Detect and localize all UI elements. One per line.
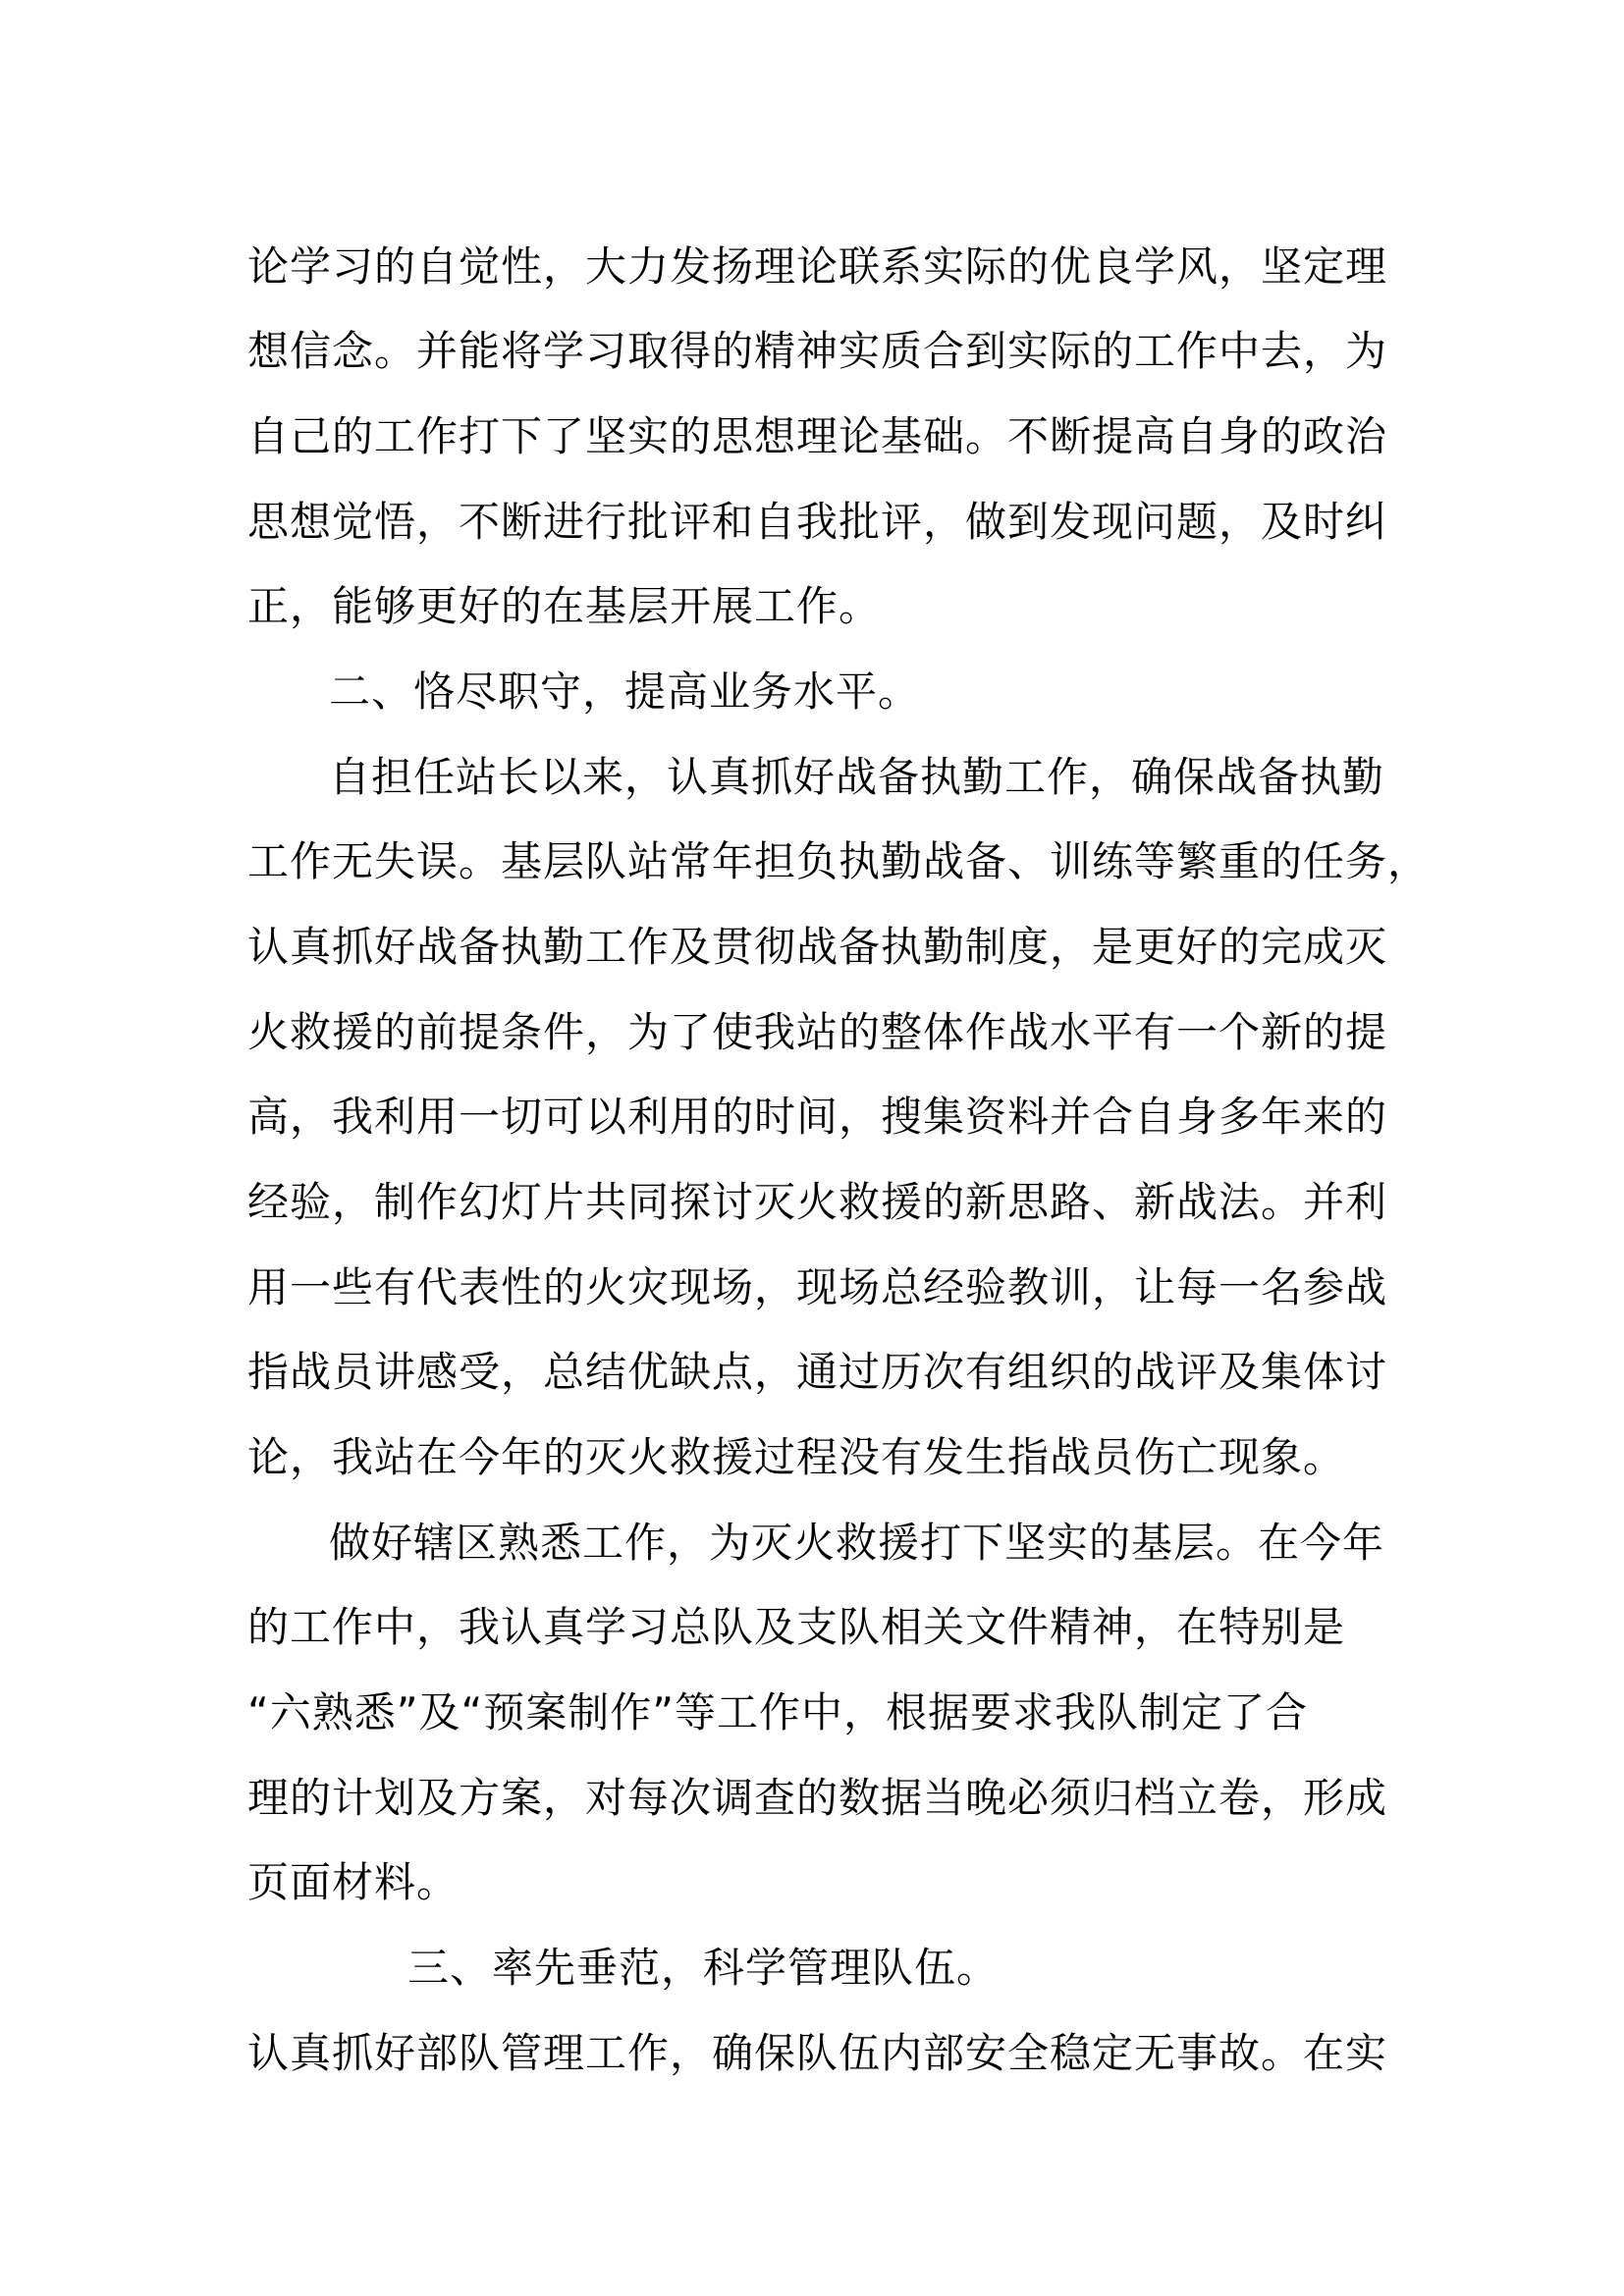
paragraph-line: 页面材料。: [247, 1858, 460, 1906]
paragraph-line: 理的计划及方案，对每次调查的数据当晚必须归档立卷，形成: [247, 1774, 1388, 1822]
paragraph-line: 指战员讲感受，总结优缺点，通过历次有组织的战评及集体讨: [247, 1348, 1388, 1396]
paragraph-line: 认真抓好战备执勤工作及贯彻战备执勤制度，是更好的完成灭: [247, 923, 1388, 971]
paragraph-line: 做好辖区熟悉工作，为灭火救援打下坚实的基层。在今年: [329, 1519, 1385, 1567]
paragraph-line: 想信念。并能将学习取得的精神实质合到实际的工作中去，为: [247, 327, 1388, 375]
paragraph-line: 经验，制作幻灯片共同探讨灭火救援的新思路、新战法。并利: [247, 1178, 1388, 1226]
paragraph-line: 高，我利用一切可以利用的时间，搜集资料并合自身多年来的: [247, 1093, 1388, 1141]
paragraph-line: 用一些有代表性的火灾现场，现场总经验教训，让每一名参战: [247, 1263, 1388, 1311]
section-heading-3: 三、率先垂范，科学管理队伍。: [407, 1944, 1000, 1992]
paragraph-line: 正，能够更好的在基层开展工作。: [247, 582, 882, 630]
paragraph-line: 的工作中，我认真学习总队及支队相关文件精神，在特别是: [247, 1603, 1346, 1651]
paragraph-line: 论，我站在今年的灭火救援过程没有发生指战员伤亡现象。: [247, 1433, 1346, 1481]
paragraph-line: “六熟悉”及“预案制作”等工作中，根据要求我队制定了合: [247, 1688, 1309, 1736]
paragraph-line: 论学习的自觉性，大力发扬理论联系实际的优良学风，坚定理: [247, 242, 1388, 291]
paragraph-line: 思想觉悟，不断进行批评和自我批评，做到发现问题，及时纠: [247, 498, 1388, 546]
paragraph-line: 认真抓好部队管理工作，确保队伍内部安全稳定无事故。在实: [247, 2029, 1388, 2077]
paragraph-line: 自己的工作打下了坚实的思想理论基础。不断提高自身的政治: [247, 412, 1388, 460]
section-heading-2: 二、恪尽职守，提高业务水平。: [329, 667, 921, 716]
paragraph-line: 火救援的前提条件，为了使我站的整体作战水平有一个新的提: [247, 1008, 1388, 1056]
paragraph-line: 工作无失误。基层队站常年担负执勤战备、训练等繁重的任务，: [247, 837, 1431, 885]
paragraph-line: 自担任站长以来，认真抓好战备执勤工作，确保战备执勤: [329, 753, 1385, 801]
